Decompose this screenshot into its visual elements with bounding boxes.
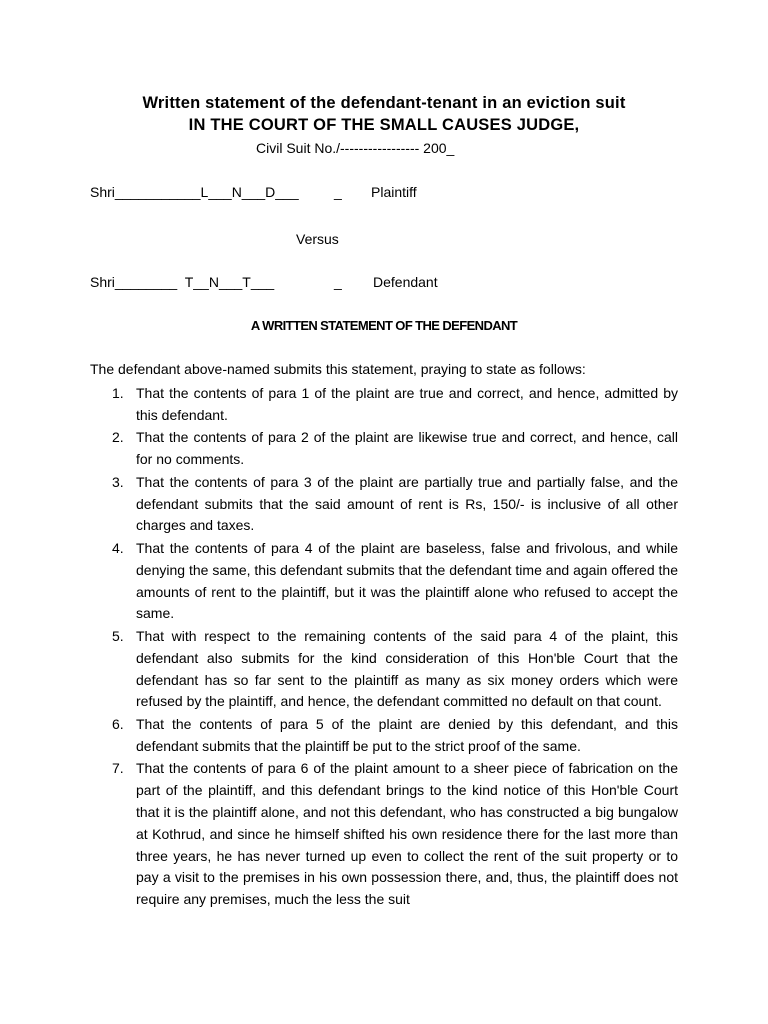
item-number: 3. — [112, 473, 124, 490]
plaintiff-dash: _ — [334, 184, 342, 200]
list-item — [112, 427, 678, 471]
plaintiff-role: Plaintiff — [371, 184, 417, 200]
document-title: Written statement of the defendant-tenant in an eviction suit — [142, 94, 626, 112]
plaintiff-name-line: Shri___________L___N___D___ — [90, 184, 299, 200]
item-text: That the contents of para 1 of the plaint are true and correct, and hence, admitted by this defendant. — [136, 385, 678, 423]
list-item — [112, 626, 678, 713]
list-item — [112, 383, 678, 427]
item-number: 2. — [112, 429, 124, 446]
list-item — [112, 758, 678, 911]
item-number: 4. — [112, 539, 124, 556]
item-number: 6. — [112, 715, 124, 732]
intro-paragraph: The defendant above-named submits this statement, praying to state as follows: — [90, 361, 586, 377]
item-text: That the contents of para 4 of the plaint are baseless, false and frivolous, and while denying the same, this defendant submits that the defendant time and again offered the amounts of rent to the plaintiff, but it was the plaintiff alone who refused to accept the same. — [136, 539, 678, 622]
item-text: That with respect to the remaining contents of the said para 4 of the plaint, this defendant also submits for the kind consideration of this Hon'ble Court that the defendant has so far sent to the plaintiff as many as six money orders which were refused by the plaintiff, and hence, the defendant committed no default on that count. — [136, 627, 678, 710]
versus-label: Versus — [296, 231, 339, 247]
item-text: That the contents of para 2 of the plaint are likewise true and correct, and hence, call for no comments. — [136, 429, 678, 468]
item-text: That the contents of para 5 of the plaint are denied by this defendant, and this defendant submits that the plaintiff be put to the strict proof of the same. — [136, 715, 678, 754]
item-text: That the contents of para 3 of the plaint are partially true and partially false, and the defendant submits that the said amount of rent is Rs, 150/- is inclusive of all other charges and taxes. — [136, 473, 678, 534]
list-item — [112, 714, 678, 758]
list-item — [112, 538, 678, 625]
civil-suit-number: Civil Suit No./----------------- 200_ — [256, 140, 455, 156]
defendant-role: Defendant — [373, 274, 438, 290]
statement-subheading: A WRITTEN STATEMENT OF THE DEFENDANT — [250, 318, 518, 333]
item-number: 7. — [112, 760, 124, 777]
statement-list — [112, 383, 678, 912]
defendant-dash: _ — [334, 274, 342, 290]
defendant-name-line: Shri________ T__N___T___ — [90, 274, 275, 290]
item-number: 1. — [112, 385, 124, 401]
item-text: That the contents of para 6 of the plaint amount to a sheer piece of fabrication on the part of the plaintiff, and this defendant brings to the kind notice of this Hon'ble Court that it is the plaintiff alone, and not this defendant, who has constructed a big bungalow at Kothrud, and since he himself shifted his own residence there for the last more than three years, he has never turned up even to collect the rent of the suit property or to pay a visit to the premises in his own possession there, and, thus, the plaintiff does not require any premises, much the less the suit — [136, 760, 678, 908]
court-heading: IN THE COURT OF THE SMALL CAUSES JUDGE, — [188, 116, 580, 134]
list-item — [112, 472, 678, 537]
item-number: 5. — [112, 627, 124, 644]
